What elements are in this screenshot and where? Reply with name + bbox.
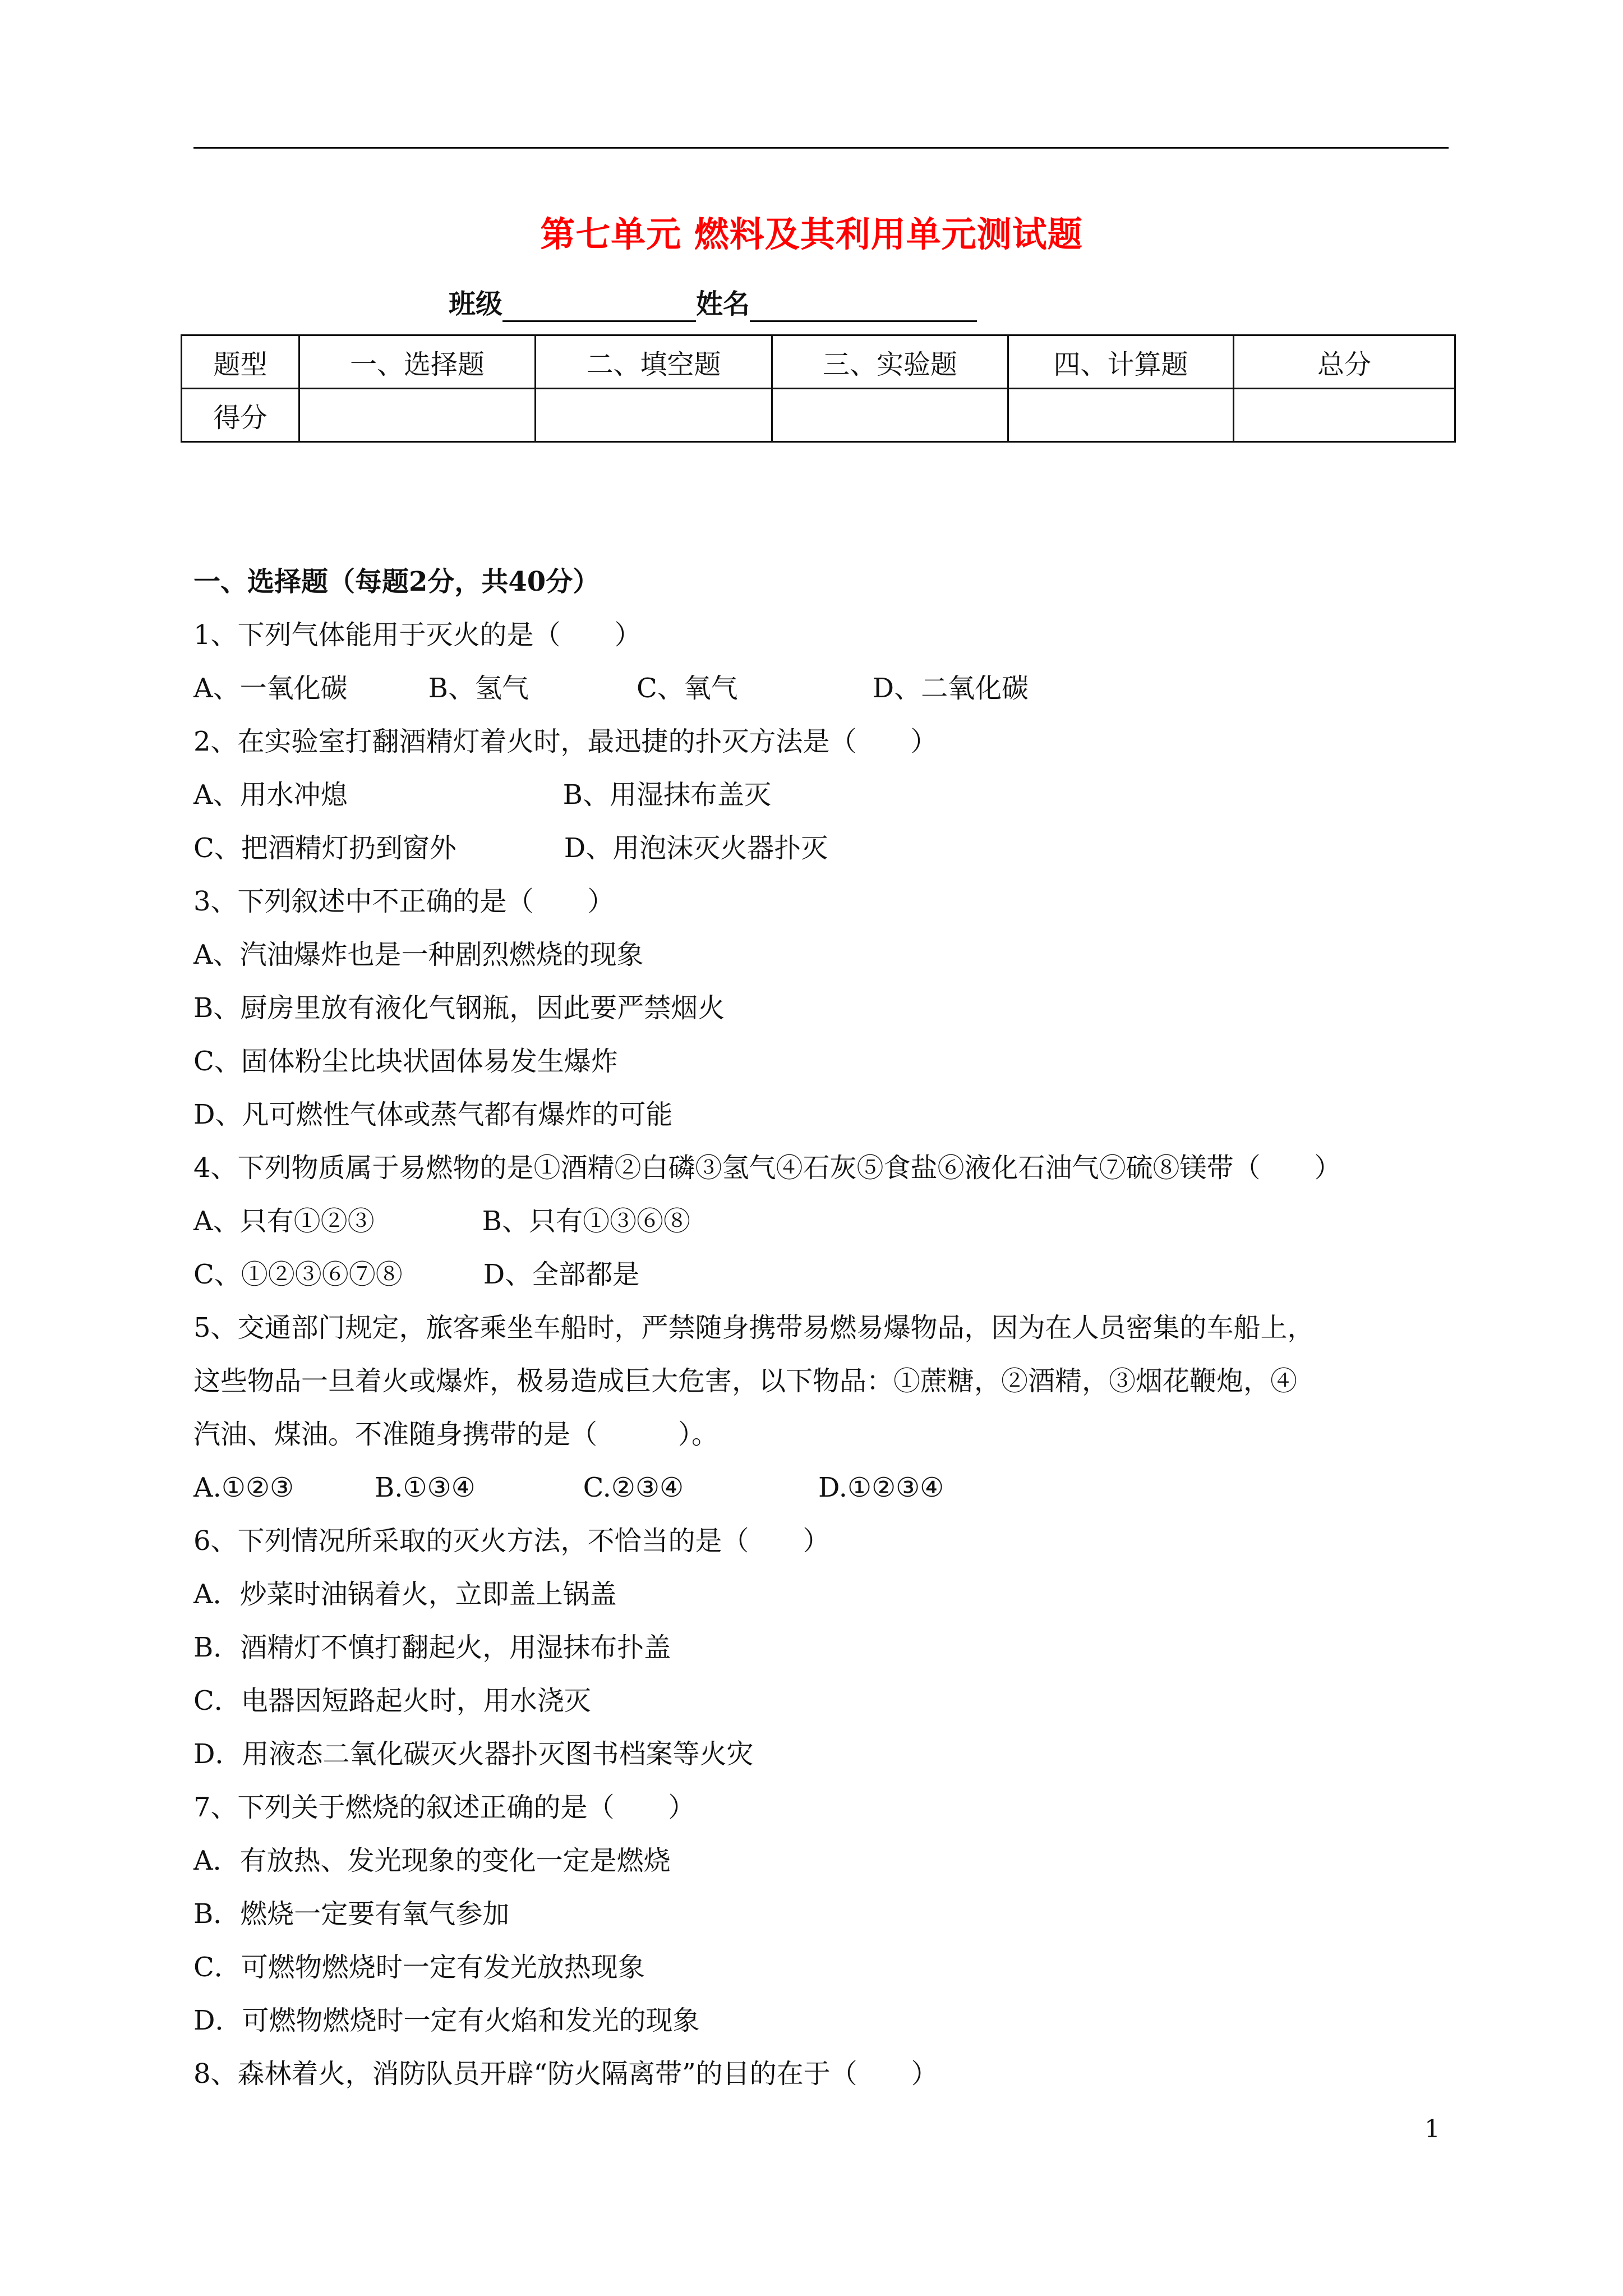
- name-blank[interactable]: [750, 291, 977, 322]
- option-line: A．有放热、发光现象的变化一定是燃烧: [193, 1845, 671, 1876]
- question-line: 这些物品一旦着火或爆炸，极易造成巨大危害，以下物品：①蔗糖，②酒精，③烟花鞭炮，④: [193, 1365, 1298, 1397]
- score-table-header-row: [182, 335, 1455, 389]
- score-cell-calculation[interactable]: [1008, 389, 1234, 442]
- table-header-cell: 四、计算题: [1008, 335, 1234, 389]
- option-line: C．可燃物燃烧时一定有发光放热现象: [193, 1952, 645, 1983]
- question-line: 4、下列物质属于易燃物的是①酒精②白磷③氢气④石灰⑤食盐⑥液化石油气⑦硫⑧镁带（ ）: [193, 1152, 1341, 1184]
- option-line: D．可燃物燃烧时一定有火焰和发光的现象: [193, 2005, 700, 2036]
- option-line: A、只有①②③ B、只有①③⑥⑧: [193, 1205, 690, 1237]
- score-cell-total[interactable]: [1234, 389, 1455, 442]
- option-line: D、凡可燃性气体或蒸气都有爆炸的可能: [193, 1099, 673, 1130]
- option-line: A、一氧化碳 B、氢气 C、氧气 D、二氧化碳: [193, 673, 1029, 704]
- section-heading: 一、选择题（每题2分，共40分）: [193, 566, 600, 597]
- question-line: 8、森林着火，消防队员开辟“防火隔离带”的目的在于（ ）: [193, 2058, 938, 2090]
- option-line: D．用液态二氧化碳灭火器扑灭图书档案等火灾: [193, 1738, 754, 1770]
- score-row-label: 得分: [182, 389, 299, 442]
- option-line: C、把酒精灯扔到窗外 D、用泡沫灭火器扑灭: [193, 832, 828, 864]
- table-header-cell: 二、填空题: [536, 335, 772, 389]
- option-line: A.①②③ B.①③④ C.②③④ D.①②③④: [193, 1472, 944, 1503]
- option-line: C．电器因短路起火时，用水浇灭: [193, 1685, 591, 1717]
- question-line: 汽油、煤油。不准随身携带的是（ ）。: [193, 1419, 719, 1450]
- question-line: 5、交通部门规定，旅客乘坐车船时，严禁随身携带易燃易爆物品，因为在人员密集的车船上，: [193, 1312, 1315, 1343]
- question-section: [193, 555, 1444, 2101]
- question-line: 2、在实验室打翻酒精灯着火时，最迅捷的扑灭方法是（ ）: [193, 726, 938, 757]
- option-line: C、固体粉尘比块状固体易发生爆炸: [193, 1046, 618, 1077]
- class-blank[interactable]: [502, 291, 696, 322]
- option-line: B．燃烧一定要有氧气参加: [193, 1898, 510, 1930]
- table-header-cell: 题型: [182, 335, 299, 389]
- name-label: 姓名: [696, 288, 750, 320]
- question-line: 6、下列情况所采取的灭火方法，不恰当的是（ ）: [193, 1525, 830, 1557]
- option-line: A、用水冲熄 B、用湿抹布盖灭: [193, 779, 771, 811]
- table-header-cell: 三、实验题: [772, 335, 1008, 389]
- score-table-score-row: [182, 389, 1455, 442]
- class-label: 班级: [449, 288, 503, 320]
- option-line: B．酒精灯不慎打翻起火，用湿抹布扑盖: [193, 1632, 671, 1663]
- table-header-cell: 一、选择题: [299, 335, 536, 389]
- option-line: A、汽油爆炸也是一种剧烈燃烧的现象: [193, 939, 644, 970]
- header-rule: [193, 147, 1449, 149]
- option-line: A．炒菜时油锅着火，立即盖上锅盖: [193, 1579, 617, 1610]
- question-line: 7、下列关于燃烧的叙述正确的是（ ）: [193, 1792, 695, 1823]
- question-line: 3、下列叙述中不正确的是（ ）: [193, 886, 615, 917]
- score-table: [181, 334, 1456, 443]
- student-info-line: [449, 286, 977, 322]
- table-header-cell: 总分: [1234, 335, 1455, 389]
- score-cell-choice[interactable]: [299, 389, 536, 442]
- score-cell-experiment[interactable]: [772, 389, 1008, 442]
- question-line: 1、下列气体能用于灭火的是（ ）: [193, 619, 642, 651]
- option-line: C、①②③⑥⑦⑧ D、全部都是: [193, 1259, 640, 1290]
- page-title: 第七单元 燃料及其利用单元测试题: [540, 214, 1083, 255]
- page-number: 1: [1424, 2115, 1440, 2143]
- option-line: B、厨房里放有液化气钢瓶，因此要严禁烟火: [193, 992, 725, 1024]
- score-cell-fill[interactable]: [536, 389, 772, 442]
